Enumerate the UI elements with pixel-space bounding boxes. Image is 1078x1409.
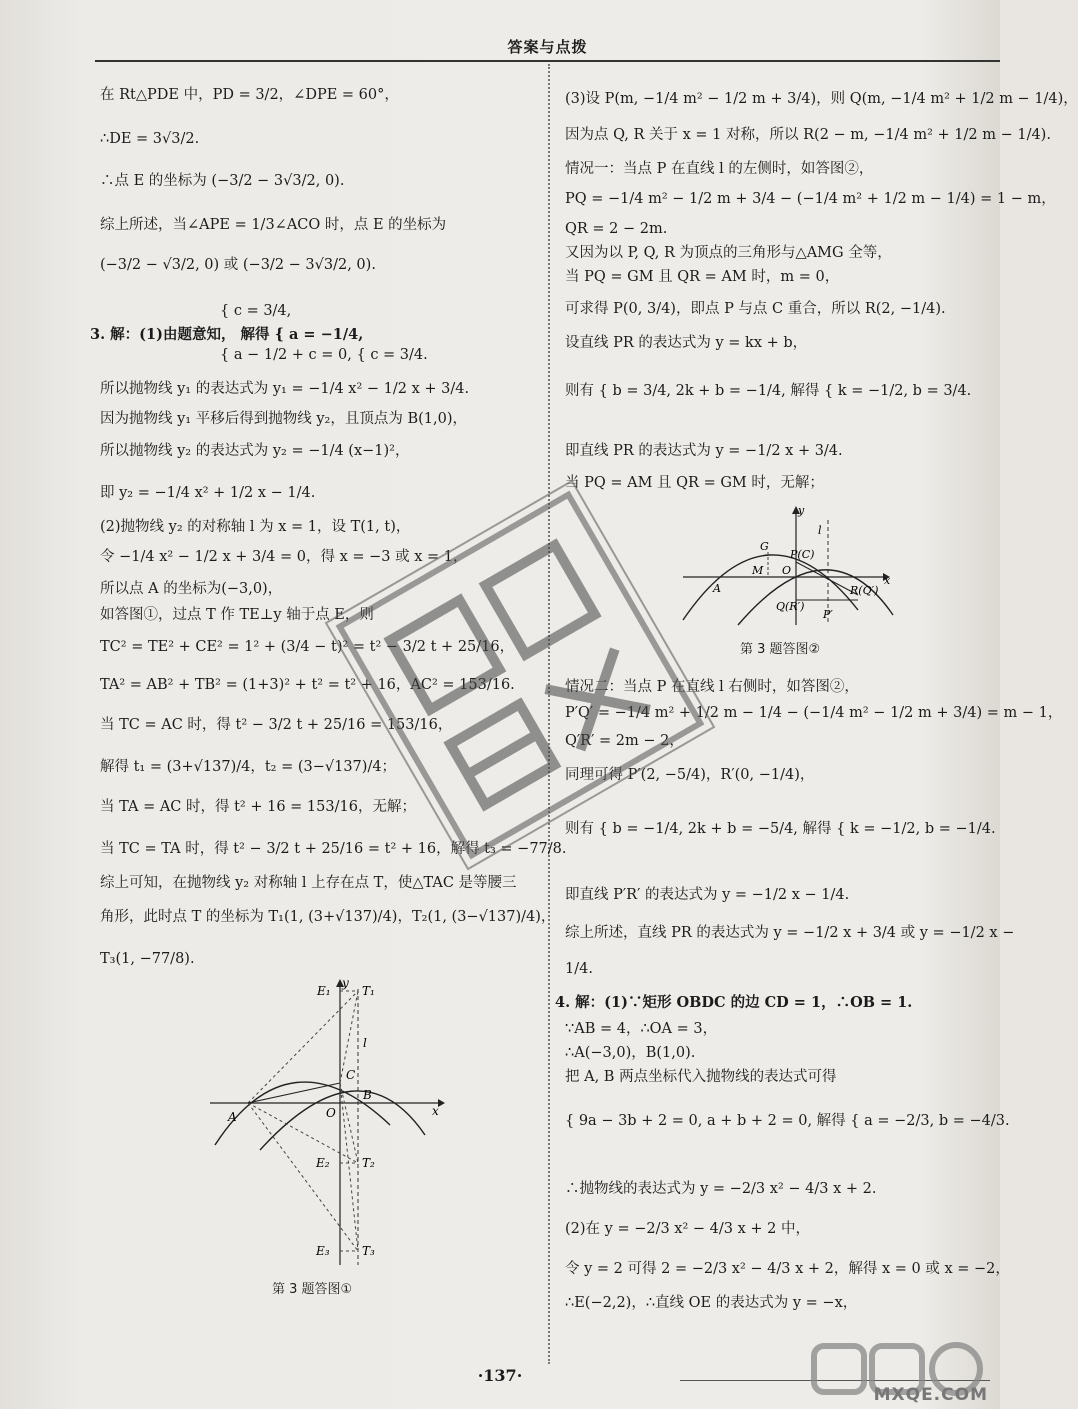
- text-line: 即直线 PR 的表达式为 y = −1/2 x + 3/4.: [565, 443, 843, 459]
- text-line: 设直线 PR 的表达式为 y = kx + b，: [565, 335, 808, 351]
- text-line: (−3/2 − √3/2, 0) 或 (−3/2 − 3√3/2, 0).: [100, 257, 376, 273]
- segment-a-t1: [248, 991, 358, 1103]
- label-e2: E₂: [316, 1156, 330, 1170]
- question-3-line: 3. 解：(1)由题意知， 解得 { a = −1/4,: [90, 326, 364, 343]
- text-line: (2)抛物线 y₂ 的对称轴 l 为 x = 1，设 T(1, t)，: [100, 519, 411, 535]
- watermark-url: MXQE.COM: [873, 1385, 988, 1405]
- text-line: TA² = AB² + TB² = (1+3)² + t² = t² + 16，AC² = 153/16.: [100, 677, 515, 693]
- figure-3-1-caption: 第 3 题答图①: [272, 1282, 353, 1297]
- text-line: 因为点 Q, R 关于 x = 1 对称，所以 R(2 − m, −1/4 m² + 1/2 m − 1/4).: [565, 127, 1051, 143]
- label-q-r: Q(R′): [776, 600, 805, 613]
- label-y: y: [798, 504, 805, 517]
- figure-3-2: [678, 500, 898, 630]
- label-o: O: [326, 1106, 336, 1120]
- text-line: 即 y₂ = −1/4 x² + 1/2 x − 1/4.: [100, 485, 316, 501]
- text-line: 当 TA = AC 时，得 t² + 16 = 153/16，无解；: [100, 799, 416, 815]
- label-c: C: [346, 1068, 356, 1082]
- text-line: 如答图①，过点 T 作 TE⊥y 轴于点 E，则: [100, 607, 374, 623]
- text-line: PQ = −1/4 m² − 1/2 m + 3/4 − (−1/4 m² + 1/2 m − 1/4) = 1 − m，: [565, 191, 1056, 207]
- label-l: l: [818, 524, 822, 537]
- label-a: A: [228, 1110, 237, 1124]
- page-header: [95, 34, 1000, 62]
- text-line: 综上可知，在抛物线 y₂ 对称轴 l 上存在点 T，使△TAC 是等腰三: [100, 875, 517, 891]
- text-line: T₃(1, −77/8).: [100, 951, 195, 967]
- text-line: { c = 3/4,: [220, 303, 292, 319]
- segment-a-c: [248, 1083, 340, 1103]
- segment-a-t2: [248, 1103, 358, 1163]
- segment-c-t3: [340, 1083, 358, 1251]
- label-e1: E₁: [317, 984, 331, 998]
- text-line: 同理可得 P′(2, −5/4)，R′(0, −1/4)，: [565, 767, 815, 783]
- x-axis-arrow-icon: [438, 1099, 445, 1107]
- text-line: ∴E(−2,2)，∴直线 OE 的表达式为 y = −x，: [565, 1295, 858, 1311]
- text-line: 则有 { b = 3/4, 2k + b = −1/4, 解得 { k = −1/2, b = 3/4.: [565, 383, 972, 399]
- figure-3-2-caption: 第 3 题答图②: [740, 642, 821, 657]
- text-line: 1/4.: [565, 961, 593, 977]
- text-line: ∴点 E 的坐标为 (−3/2 − 3√3/2, 0).: [100, 173, 345, 189]
- text-line: 情况一：当点 P 在直线 l 的左侧时，如答图②，: [565, 161, 874, 177]
- segment-a-t3: [248, 1103, 358, 1251]
- text-line: TC² = TE² + CE² = 1² + (3/4 − t)² = t² − 3/2 t + 25/16，: [100, 639, 515, 655]
- text-line: 当 PQ = GM 且 QR = AM 时，m = 0，: [565, 269, 840, 285]
- label-t3: T₃: [362, 1244, 375, 1258]
- label-p-prime: P′: [823, 608, 833, 621]
- text-line: 令 −1/4 x² − 1/2 x + 3/4 = 0，得 x = −3 或 x = 1，: [100, 549, 468, 565]
- text-line: 所以点 A 的坐标为(−3,0)，: [100, 581, 283, 597]
- text-line: ∴抛物线的表达式为 y = −2/3 x² − 4/3 x + 2.: [565, 1181, 877, 1197]
- text-line: 当 TC = TA 时，得 t² − 3/2 t + 25/16 = t² + 16，解得 t₃ = −77/8.: [100, 841, 567, 857]
- text-line: 综上所述，当∠APE = 1/3∠ACO 时，点 E 的坐标为: [100, 217, 447, 233]
- text-line: 当 PQ = AM 且 QR = GM 时，无解；: [565, 475, 824, 491]
- text-line: Q′R′ = 2m − 2，: [565, 733, 684, 749]
- text-line: 角形，此时点 T 的坐标为 T₁(1, (3+√137)/4)，T₂(1, (3−√137)/4)，: [100, 909, 556, 925]
- label-m: M: [752, 564, 764, 577]
- text-line: 因为抛物线 y₁ 平移后得到抛物线 y₂，且顶点为 B(1,0)，: [100, 411, 467, 427]
- text-line: (3)设 P(m, −1/4 m² − 1/2 m + 3/4)，则 Q(m, −1/4 m² + 1/2 m − 1/4)，: [565, 91, 1078, 107]
- label-o: O: [782, 564, 792, 577]
- label-g: G: [760, 540, 769, 553]
- page-number: ·137·: [477, 1366, 523, 1385]
- text-line: P′Q′ = −1/4 m² + 1/2 m − 1/4 − (−1/4 m² − 1/2 m + 3/4) = m − 1，: [565, 705, 1063, 721]
- text-line: 则有 { b = −1/4, 2k + b = −5/4, 解得 { k = −1/2, b = −1/4.: [565, 821, 996, 837]
- figure-3-2-diagram: [678, 500, 898, 630]
- text-line: 解得 t₁ = (3+√137)/4，t₂ = (3−√137)/4；: [100, 759, 397, 775]
- figure-3-1: [200, 975, 450, 1275]
- label-e3: E₃: [316, 1244, 330, 1258]
- question-4-line: 4. 解：(1)∵矩形 OBDC 的边 CD = 1，∴OB = 1.: [555, 994, 913, 1011]
- text-line: 所以抛物线 y₂ 的表达式为 y₂ = −1/4 (x−1)²，: [100, 443, 410, 459]
- label-t1: T₁: [362, 984, 375, 998]
- text-line: 综上所述，直线 PR 的表达式为 y = −1/2 x + 3/4 或 y = −1/2 x −: [565, 925, 1015, 941]
- text-line: 情况二：当点 P 在直线 l 右侧时，如答图②，: [565, 679, 859, 695]
- line-pr: [796, 562, 858, 595]
- text-line: 当 TC = AC 时，得 t² − 3/2 t + 25/16 = 153/16，: [100, 717, 453, 733]
- text-line: 把 A, B 两点坐标代入抛物线的表达式可得: [565, 1069, 837, 1085]
- label-a: A: [713, 582, 721, 595]
- text-line: { a − 1/2 + c = 0, { c = 3/4.: [220, 347, 428, 363]
- label-p-c: P(C): [790, 548, 815, 561]
- text-line: { 9a − 3b + 2 = 0, a + b + 2 = 0, 解得 { a = −2/3, b = −4/3.: [565, 1113, 1010, 1129]
- text-line: ∴DE = 3√3/2.: [100, 131, 200, 147]
- text-line: 又因为以 P, Q, R 为顶点的三角形与△AMG 全等，: [565, 245, 892, 261]
- text-line: QR = 2 − 2m.: [565, 221, 668, 237]
- text-line: ∴A(−3,0)，B(1,0).: [565, 1045, 696, 1061]
- text-line: 在 Rt△PDE 中，PD = 3/2，∠DPE = 60°，: [100, 87, 399, 103]
- label-r-q: R(Q′): [850, 584, 879, 597]
- text-line: 即直线 P′R′ 的表达式为 y = −1/2 x − 1/4.: [565, 887, 850, 903]
- text-line: 令 y = 2 可得 2 = −2/3 x² − 4/3 x + 2，解得 x = 0 或 x = −2，: [565, 1261, 1010, 1277]
- label-b: B: [363, 1088, 372, 1102]
- text-line: 所以抛物线 y₁ 的表达式为 y₁ = −1/4 x² − 1/2 x + 3/4.: [100, 381, 470, 397]
- text-line: (2)在 y = −2/3 x² − 4/3 x + 2 中，: [565, 1221, 810, 1237]
- header-title: 答案与点拨: [507, 38, 588, 56]
- label-x: x: [432, 1104, 439, 1118]
- parabola-y2: [260, 1091, 425, 1150]
- text-line: ∵AB = 4，∴OA = 3，: [565, 1021, 718, 1037]
- label-t2: T₂: [362, 1156, 375, 1170]
- label-y: y: [342, 976, 349, 990]
- text-line: 可求得 P(0, 3/4)，即点 P 与点 C 重合，所以 R(2, −1/4).: [565, 301, 946, 317]
- parabola-y2: [738, 570, 893, 625]
- figure-3-1-diagram: [200, 975, 450, 1275]
- label-l: l: [363, 1036, 367, 1050]
- label-x: x: [884, 574, 891, 587]
